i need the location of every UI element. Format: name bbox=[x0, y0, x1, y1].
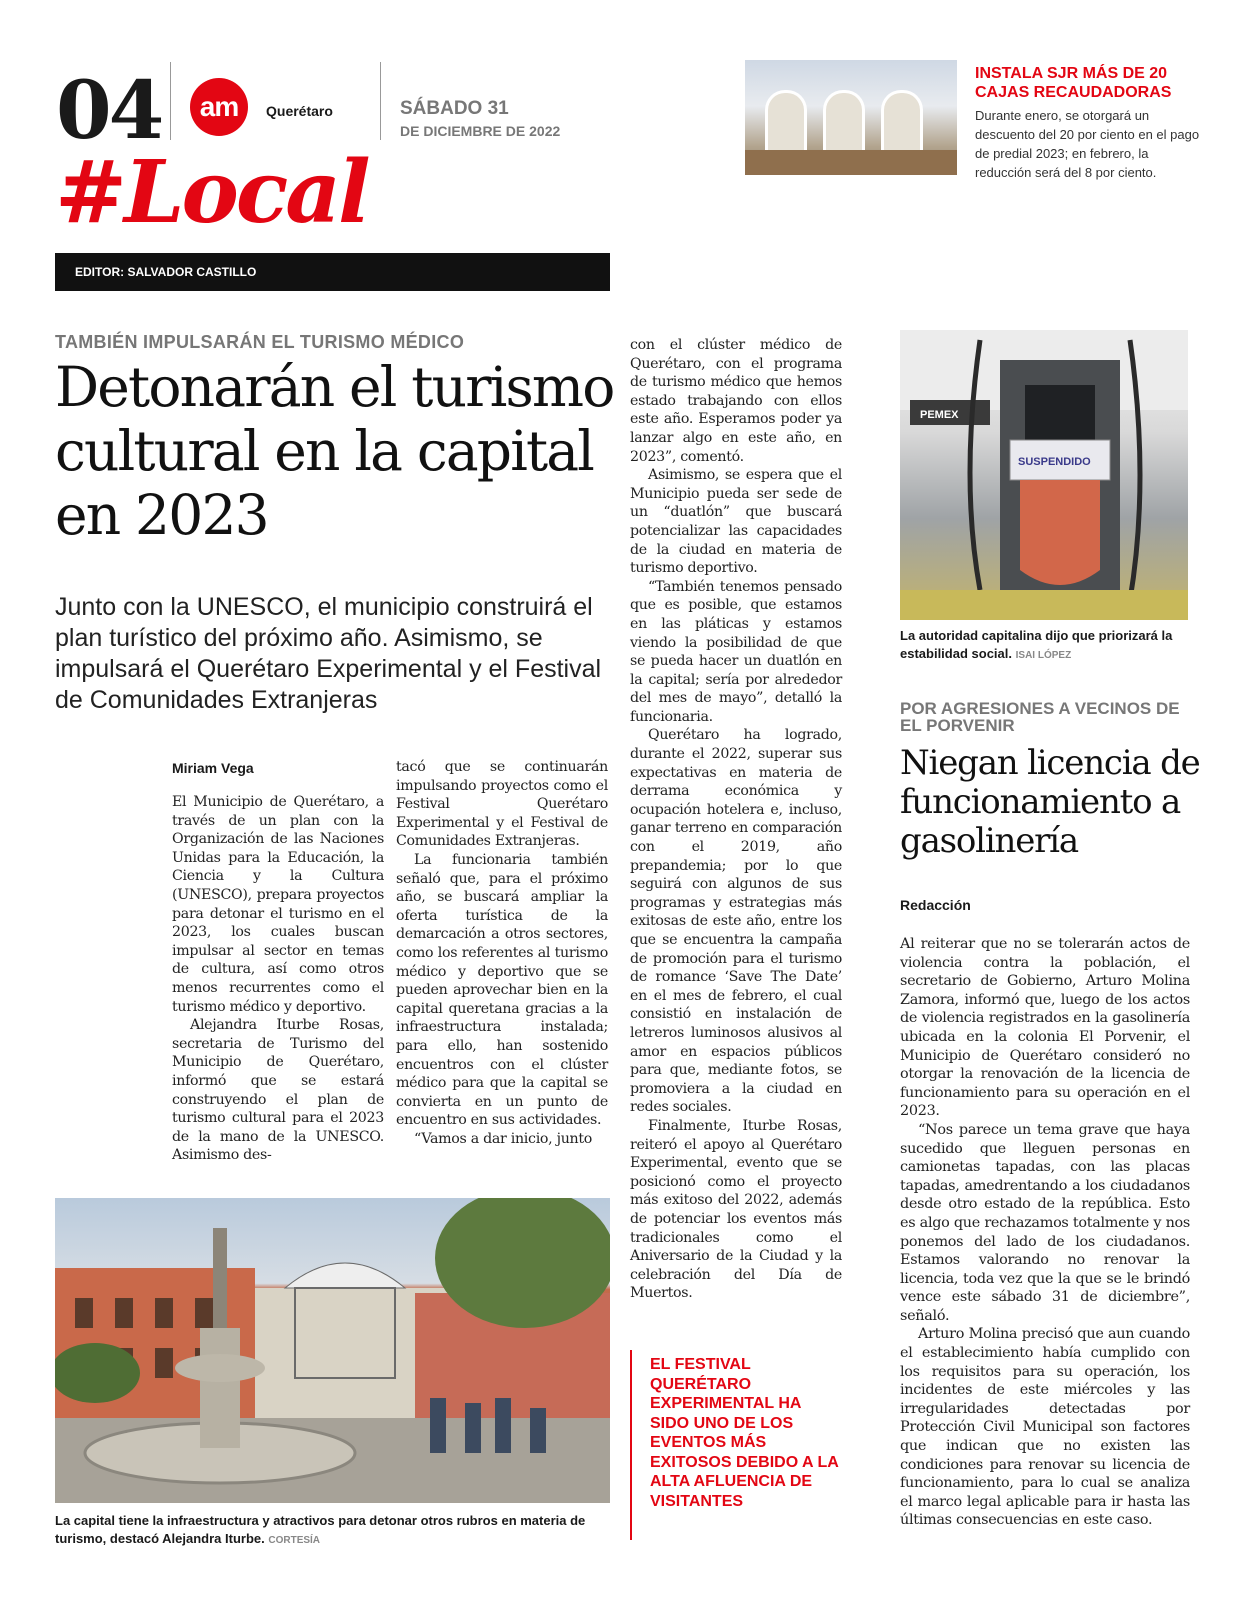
header-divider bbox=[170, 62, 171, 140]
page-number: 04 bbox=[56, 63, 162, 157]
side-byline: Redacción bbox=[900, 897, 971, 913]
paragraph: Finalmente, Iturbe Rosas, reiteró el apoyo al Querétaro Experimental, evento que se posicionó como el proyecto más exitoso del 2022, además de potenciar los eventos más tradicionales como el Aniversario de la Ciudad y la celebración del Día de Muertos. bbox=[630, 1117, 842, 1302]
article-headline: Detonarán el turismo cultural en la capital en 2023 bbox=[55, 355, 614, 547]
article-column-3 bbox=[630, 336, 842, 1303]
article-column-1 bbox=[172, 793, 384, 1165]
article-byline: Miriam Vega bbox=[172, 760, 254, 776]
pull-quote-rule bbox=[630, 1350, 632, 1540]
brief-text: Durante enero, se otorgará un descuento del 20 por ciento en el pago de predial 2023; en febrero, la reducción será del 8 por ciento. bbox=[975, 108, 1200, 180]
paragraph: La funcionaria también señaló que, para el próximo año, se buscará ampliar la oferta turística de la demarcación a otros sectores, como los referentes al turismo médico y deportivo que se pueden aprovechar bien en la capital queretana gracias a la infraestructura instalada; para ello, han sostenido encuentros con el clúster médico para que la capital se convierta en un punto de encuentro en sus actividades. bbox=[396, 851, 608, 1129]
photo-credit: ISAI LÓPEZ bbox=[1015, 650, 1072, 661]
pull-quote: EL FESTIVAL QUERÉTARO EXPERIMENTAL HA SIDO UNO DE LOS EVENTOS MÁS EXITOSOS DEBIDO A LA ALTA AFLUENCIA DE VISITANTES bbox=[650, 1356, 839, 1510]
editor-bar: EDITOR: SALVADOR CASTILLO bbox=[55, 253, 610, 291]
photo-credit: CORTESÍA bbox=[268, 1535, 321, 1546]
section-title: #Local bbox=[55, 142, 368, 243]
paragraph: El Municipio de Querétaro, a través de un plan con la Organización de las Naciones Unidas para la Educación, la Ciencia y la Cultura (UNESCO), prepara proyectos para detonar el turismo en el 2023, los cuales buscan impulsar al sector en temas de cultura, así como otros menos recurrentes como el turismo médico y deportivo. bbox=[172, 794, 384, 1015]
caption-text: La autoridad capitalina dijo que priorizará la estabilidad social. bbox=[900, 628, 1173, 661]
paragraph: “Nos parece un tema grave que haya sucedido que lleguen personas en camionetas tapadas, con las placas tapadas, amedrentando a los ciudadanos desde otro estado de la república. Esto es algo que rechazamos totalmente y nos ponemos del lado de los ciudadanos. Estamos valorando no renovar la licencia, toda vez que la que se le brindó vence este sábado 31 de diciembre”, señaló. bbox=[900, 1121, 1190, 1324]
gas-station-photo bbox=[900, 330, 1188, 620]
gas-photo-caption bbox=[900, 627, 1200, 665]
paragraph: “Vamos a dar inicio, junto bbox=[414, 1130, 593, 1147]
main-photo-caption bbox=[55, 1512, 615, 1550]
pemex-sign: PEMEX bbox=[920, 409, 959, 421]
article-column-2 bbox=[396, 758, 608, 1148]
side-article-body bbox=[900, 935, 1190, 1530]
paragraph: “También tenemos pensado que es posible, que estamos en las pláticas y estamos viendo la posibilidad de que se pueda hacer un duatlón en la capital; sería por alrededor del mes de mayo”, detalló la funcionaria. bbox=[630, 578, 842, 725]
paragraph: Arturo Molina precisó que aun cuando el establecimiento había cumplido con los requisitos para su operación, los incidentes de este miércoles y las irregularidades detectadas por Protección Civil Municipal son factores que indican que no existen las condiciones para renovar su licencia de funcionamiento, para lo cual se analiza el marco legal aplicable para ir hasta las últimas consecuencias en este caso. bbox=[900, 1326, 1190, 1529]
paragraph: Al reiterar que no se tolerarán actos de violencia contra la población, el secretario de Gobierno, Arturo Molina Zamora, informó que, luego de los actos de violencia registrados en la gasolinería ubicada en la colonia El Porvenir, el Municipio de Querétaro consideró no otorgar la renovación de la licencia de funcionamiento para su operación en el 2023. bbox=[900, 936, 1190, 1120]
city-label: Querétaro bbox=[266, 103, 333, 119]
brief-headline: INSTALA SJR MÁS DE 20 CAJAS RECAUDADORAS bbox=[975, 65, 1172, 101]
tax-office-photo bbox=[745, 60, 957, 175]
paragraph: tacó que se continuarán impulsando proyectos como el Festival Querétaro Experimental y el Festival de Comunidades Extranjeras. bbox=[396, 759, 608, 850]
plaza-fountain-photo bbox=[55, 1198, 610, 1503]
am-logo: am bbox=[190, 78, 248, 136]
caption-text: La capital tiene la infraestructura y atractivos para detonar otros rubros en materia de turismo, destacó Alejandra Iturbe. bbox=[55, 1513, 586, 1546]
side-kicker: POR AGRESIONES A VECINOS DE EL PORVENIR bbox=[900, 699, 1180, 735]
paragraph: Alejandra Iturbe Rosas, secretaria de Turismo del Municipio de Querétaro, informó que se estará construyendo el plan de turismo cultural para el 2023 de la mano de la UNESCO. Asimismo des- bbox=[172, 1017, 384, 1164]
paragraph: Querétaro ha logrado, durante el 2022, superar sus expectativas en materia de derrama económica y ocupación hotelera e, incluso, ganar terreno en comparación con el 2019, año prepandemia; por lo que seguirá con algunos de sus programas y estrategias más exitosas de este año, entre los que se encuentra la campaña de promoción para el turismo de romance ‘Save The Date’ en el mes de febrero, el cual consistió en instalación de letreros luminosos alusivos al amor en espacios públicos para que, mediante fotos, se promoviera a la ciudad en redes sociales. bbox=[630, 727, 842, 1116]
paragraph: Asimismo, se espera que el Municipio pueda ser sede de un “duatlón” que buscará potencializar las capacidades de la ciudad en materia de turismo deportivo. bbox=[630, 467, 842, 577]
date-line-2: DE DICIEMBRE DE 2022 bbox=[400, 123, 561, 139]
article-lead: Junto con la UNESCO, el municipio construirá el plan turístico del próximo año. Asimismo, se impulsará el Querétaro Experimental y el Festival de Comunidades Extranjeras bbox=[55, 593, 602, 714]
side-headline: Niegan licencia de funcionamiento a gasolinería bbox=[900, 743, 1200, 861]
paragraph: con el clúster médico de Querétaro, con el programa de turismo médico que hemos estado trabajando con ellos este año. Esperamos poder ya lanzar algo en este año, en 2023”, comentó. bbox=[630, 337, 842, 465]
article-kicker: TAMBIÉN IMPULSARÁN EL TURISMO MÉDICO bbox=[55, 332, 465, 352]
plaza-illustration bbox=[55, 1198, 610, 1503]
suspendido-sign: SUSPENDIDO bbox=[1018, 456, 1091, 468]
gas-pump-illustration bbox=[900, 330, 1188, 620]
header-divider bbox=[380, 62, 381, 140]
date-line-1: SÁBADO 31 bbox=[400, 98, 509, 119]
